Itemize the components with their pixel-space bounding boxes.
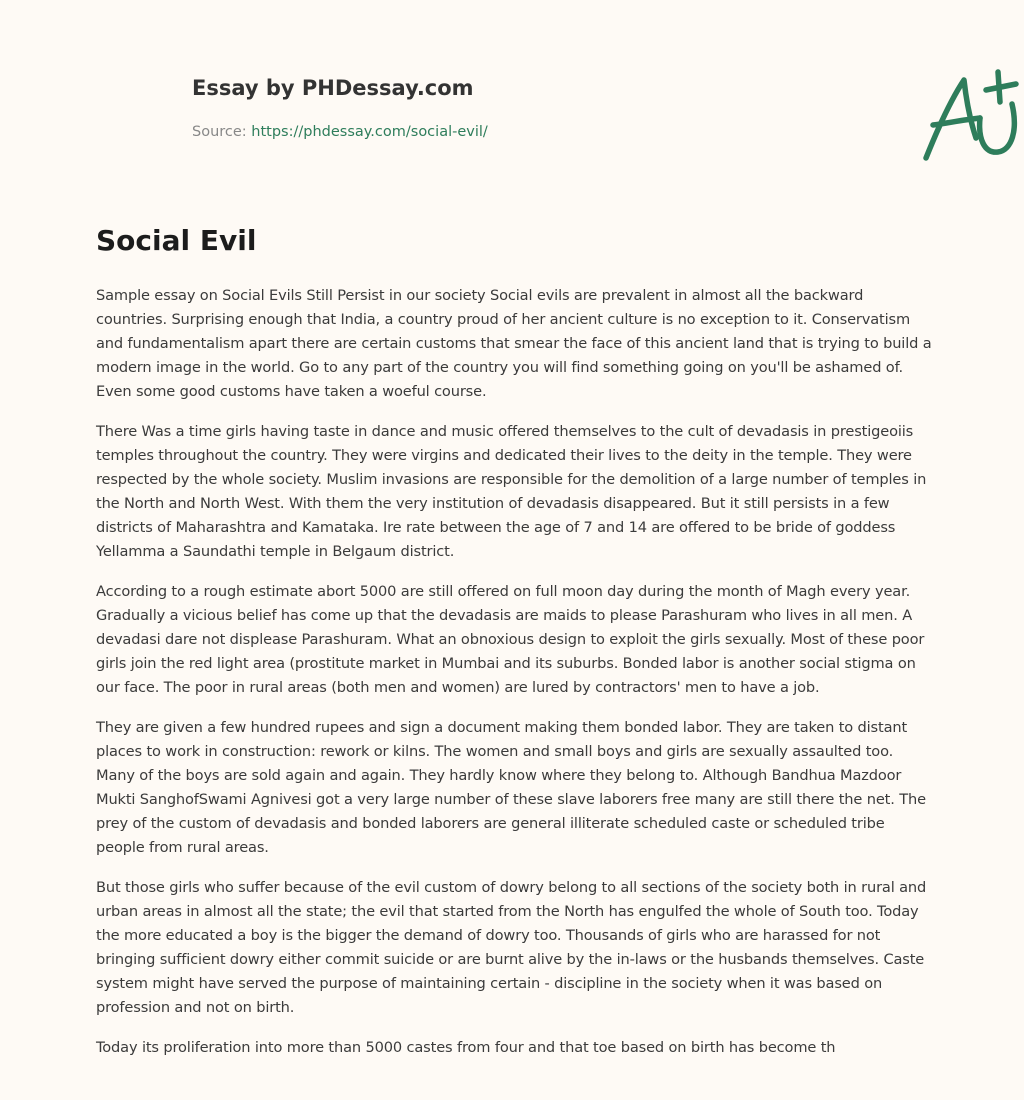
- paragraph: There Was a time girls having taste in dance and music offered themselves to the cult of devadasis in prestigeoiis temples throughout the country. They were virgins and dedicated their lives to the deity in the temple. They were respected by the whole society. Muslim invasions are responsible for the demolition of a large number of temples in the North and North West. With them the very institution of devadasis disappeared. But it still persists in a few districts of Maharashtra and Kamataka. Ire rate between the age of 7 and 14 are offered to be bride of goddess Yellamma a Saundathi temple in Belgaum district.: [96, 423, 927, 560]
- page-header: [96, 0, 928, 210]
- paragraph: They are given a few hundred rupees and sign a document making them bonded labor. They are taken to distant places to work in construction: rework or kilns. The women and small boys and girls are sexually assaulted too. Many of the boys are sold again and again. They hardly know where they belong to. Although Bandhua Mazdoor Mukti SanghofSwami Agnivesi got a very large number of these slave laborers free many are still there the net. The prey of the custom of devadasis and bonded laborers are general illiterate scheduled caste or scheduled tribe people from rural areas.: [96, 719, 926, 856]
- paragraph: But those girls who suffer because of the evil custom of dowry belong to all sections of the society both in rural and urban areas in almost all the state; the evil that started from the North has engulfed the whole of South too. Today the more educated a boy is the bigger the demand of dowry too. Thousands of girls who are harassed for not bringing sufficient dowry either commit suicide or are burnt alive by the in-laws or the husbands themselves. Caste system might have served the purpose of maintaining certain - discipline in the society when it was based on profession and not on birth.: [96, 879, 927, 1016]
- paragraph: Today its proliferation into more than 5000 castes from four and that toe based on birth has become th: [96, 1039, 836, 1056]
- paragraph: Sample essay on Social Evils Still Persist in our society Social evils are prevalent in almost all the backward countries. Surprising enough that India, a country proud of her ancient culture is no exception to it. Conservatism and fundamentalism apart there are certain customs that smear the face of this ancient land that is trying to build a modern image in the world. Go to any part of the country you will find something going on you'll be ashamed of. Even some good customs have taken a woeful course.: [96, 287, 932, 400]
- brand-title: Essay by PHDessay.com: [192, 76, 474, 100]
- source-line: [192, 124, 488, 140]
- a-plus-grade-icon: [918, 68, 1024, 164]
- source-link[interactable]: https://phdessay.com/social-evil/: [251, 124, 488, 140]
- article-body: [96, 284, 936, 1076]
- source-label: Source:: [192, 124, 247, 140]
- article-title: Social Evil: [96, 224, 257, 257]
- paragraph: According to a rough estimate abort 5000 are still offered on full moon day during the month of Magh every year. Gradually a vicious belief has come up that the devadasis are maids to please Parashuram who lives in all men. A devadasi dare not displease Parashuram. What an obnoxious design to exploit the girls sexually. Most of these poor girls join the red light area (prostitute market in Mumbai and its suburbs. Bonded labor is another social stigma on our face. The poor in rural areas (both men and women) are lured by contractors' men to have a job.: [96, 583, 925, 696]
